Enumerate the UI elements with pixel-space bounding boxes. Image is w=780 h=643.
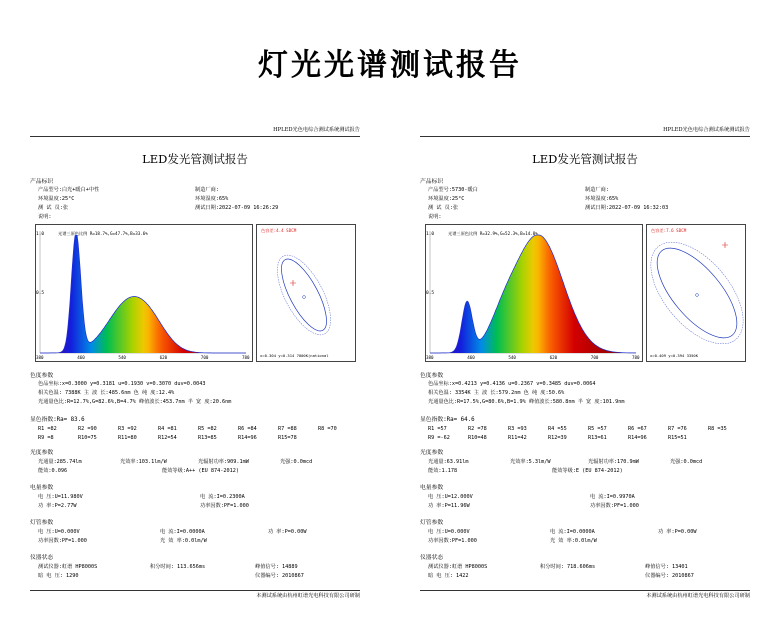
footer-divider bbox=[30, 590, 360, 591]
report-title: LED发光管测试报告 bbox=[142, 152, 248, 166]
rgb-ratio: 光谱三原色比例 R=18.7%,G=47.7%,B=33.6% bbox=[58, 231, 148, 236]
cri-value: R13=85 bbox=[198, 435, 217, 441]
energy-efficiency: 能效:1.178 bbox=[428, 468, 458, 474]
x-tick-label: 620 bbox=[549, 355, 558, 360]
cri-value: R8 =35 bbox=[708, 426, 727, 432]
cri-heading: 显色指数:Ra= 83.6 bbox=[30, 417, 85, 423]
product-heading: 产品标识 bbox=[420, 179, 444, 185]
cri-value: R11=80 bbox=[118, 435, 137, 441]
instrument-heading: 仪器状态 bbox=[30, 555, 54, 561]
x-tick-label: 540 bbox=[118, 355, 126, 360]
lamp-current: 电 流:I=0.0000A bbox=[160, 529, 205, 535]
intensity: 光强:0.0mcd bbox=[670, 459, 703, 465]
cri-value: R3 =93 bbox=[508, 426, 527, 432]
instrument: 测试仪器:虹谱 HP8000S bbox=[38, 564, 98, 570]
cri-value: R12=54 bbox=[158, 435, 177, 441]
cri-heading: 显色指数:Ra= 64.6 bbox=[420, 417, 475, 423]
cie-coords: x=0.409 y=0.394 3350K bbox=[650, 353, 699, 358]
chromaticity-line: 色品坐标:x=0.4213 y=0.4136 u=0.2367 v=0.3485 duv=0.0064 bbox=[428, 381, 596, 387]
cri-value: R15=51 bbox=[668, 435, 687, 441]
manufacturer: 制造厂商: bbox=[195, 187, 219, 193]
x-tick-label: 780 bbox=[632, 355, 640, 360]
luminous-flux: 光通量:63.91lm bbox=[428, 459, 469, 465]
ambient-temp: 环境温度:25°C bbox=[428, 196, 465, 202]
center-point bbox=[696, 294, 699, 297]
cri-value: R15=78 bbox=[278, 435, 297, 441]
sdcm-label: 色容差:7.6 SDCM bbox=[651, 228, 687, 233]
cri-value: R7 =88 bbox=[278, 426, 297, 432]
y-tick-mid: 0.5 bbox=[426, 291, 435, 296]
x-tick-label: 780 bbox=[242, 355, 250, 360]
cri-value: R3 =92 bbox=[118, 426, 137, 432]
power-factor: 功率因数:PF=1.000 bbox=[200, 503, 249, 509]
x-tick-label: 620 bbox=[159, 355, 168, 360]
cie-svg bbox=[257, 225, 355, 361]
intensity: 光强:0.0mcd bbox=[280, 459, 313, 465]
cri-value: R11=42 bbox=[508, 435, 527, 441]
lamp-heading: 灯管参数 bbox=[30, 520, 54, 526]
y-tick-top: 1.0 bbox=[36, 232, 45, 237]
cri-value: R5 =57 bbox=[588, 426, 607, 432]
cri-value: R10=48 bbox=[468, 435, 487, 441]
cri-value: R1 =82 bbox=[38, 426, 57, 432]
radiant-power: 光辐射功率:170.9mW bbox=[588, 459, 639, 465]
rgb-ratio: 光谱三原色比例 R=32.9%,G=52.3%,B=14.8% bbox=[448, 231, 538, 236]
current: 电 流:I=0.2300A bbox=[200, 494, 245, 500]
cri-value: R1 =57 bbox=[428, 426, 447, 432]
peak-signal: 峰值信号: 14889 bbox=[255, 564, 298, 570]
current: 电 流:I=0.9970A bbox=[590, 494, 635, 500]
dark-voltage: 暗 电 压: 1422 bbox=[428, 573, 469, 579]
y-tick-mid: 0.5 bbox=[36, 291, 45, 296]
cri-value: R2 =78 bbox=[468, 426, 487, 432]
lamp-power: 功 率:P=0.00W bbox=[268, 529, 307, 535]
test-date: 测试日期:2022-07-09 16:32:03 bbox=[585, 205, 669, 211]
header-divider bbox=[420, 136, 750, 137]
lamp-pf: 功率因数:PF=1.000 bbox=[428, 538, 477, 544]
measured-point-marker bbox=[722, 242, 728, 248]
color-params-heading: 色度参数 bbox=[420, 373, 444, 379]
cct-line: 相关色温: 7388K 主 波 长:485.6nm 色 纯 度:12.4% bbox=[38, 390, 175, 396]
spectrum-chart bbox=[425, 224, 643, 362]
efficacy: 光效率:5.3lm/W bbox=[510, 459, 551, 465]
ratio-line: 光通量色比:R=17.5%,G=80.6%,B=1.9% 峰值波长:580.8nm 半 宽 度:101.9nm bbox=[428, 399, 625, 405]
test-report-left bbox=[30, 128, 360, 606]
integration-time: 积分时间: 113.656ms bbox=[150, 564, 206, 570]
spectrum-svg bbox=[426, 225, 642, 361]
ratio-line: 光通量色比:R=12.7%,G=82.6%,B=4.7% 峰值波长:453.7nm 半 宽 度:20.6nm bbox=[38, 399, 232, 405]
test-report-right bbox=[420, 128, 750, 606]
manufacturer: 制造厂商: bbox=[585, 187, 609, 193]
instrument-number: 仪器编号: 2010867 bbox=[255, 573, 304, 579]
power: 功 率:P=11.96W bbox=[428, 503, 470, 509]
report-title: LED发光管测试报告 bbox=[532, 152, 638, 166]
efficiency-class: 能效等级:A++ (EU 874-2012) bbox=[162, 468, 239, 474]
cri-value: R13=61 bbox=[588, 435, 607, 441]
tester: 测 试 员:张 bbox=[428, 205, 459, 211]
lamp-voltage: 电 压:U=0.000V bbox=[38, 529, 80, 535]
ambient-temp: 环境温度:25°C bbox=[38, 196, 75, 202]
report-header: HPLED光色电综合测试系统测试报告 bbox=[663, 127, 750, 133]
photo-heading: 光度参数 bbox=[420, 450, 444, 456]
cri-value: R6 =67 bbox=[628, 426, 647, 432]
cct-line: 相关色温: 3354K 主 波 长:579.2nm 色 纯 度:50.6% bbox=[428, 390, 565, 396]
product-heading: 产品标识 bbox=[30, 179, 54, 185]
x-tick-label: 700 bbox=[590, 355, 599, 360]
peak-signal: 峰值信号: 13401 bbox=[645, 564, 688, 570]
tolerance-ellipse bbox=[267, 247, 342, 342]
lamp-power: 功 率:P=0.00W bbox=[658, 529, 697, 535]
lamp-efficacy: 光 效 率:0.0lm/W bbox=[160, 538, 207, 544]
lamp-current: 电 流:I=0.0000A bbox=[550, 529, 595, 535]
cri-value: R14=96 bbox=[628, 435, 647, 441]
cri-value: R2 =90 bbox=[78, 426, 97, 432]
lamp-heading: 灯管参数 bbox=[420, 520, 444, 526]
efficacy: 光效率:103.1lm/W bbox=[120, 459, 167, 465]
cri-value: R9 =8 bbox=[38, 435, 54, 441]
lamp-efficacy: 光 效 率:0.0lm/W bbox=[550, 538, 597, 544]
report-footer: 本测试系统由杭州虹谱光电科技有限公司研制 bbox=[646, 593, 750, 599]
y-tick-top: 1.0 bbox=[426, 232, 435, 237]
note: 说明: bbox=[428, 214, 442, 220]
note: 说明: bbox=[38, 214, 52, 220]
x-tick-label: 540 bbox=[508, 355, 516, 360]
page-title: 灯光光谱测试报告 bbox=[258, 48, 522, 83]
tolerance-ellipse bbox=[273, 253, 335, 337]
x-tick-label: 380 bbox=[36, 355, 44, 360]
cri-value: R6 =84 bbox=[238, 426, 257, 432]
cri-value: R4 =81 bbox=[158, 426, 177, 432]
lamp-voltage: 电 压:U=0.000V bbox=[428, 529, 470, 535]
cie-coords: x=0.304 y=0.314 7000K(national bbox=[260, 353, 329, 358]
instrument-number: 仪器编号: 2010867 bbox=[645, 573, 694, 579]
cri-value: R4 =55 bbox=[548, 426, 567, 432]
cie-chart bbox=[256, 224, 356, 362]
x-tick-label: 700 bbox=[200, 355, 209, 360]
radiant-power: 光辐射功率:909.1mW bbox=[198, 459, 249, 465]
instrument: 测试仪器:虹谱 HP8000S bbox=[428, 564, 488, 570]
energy-efficiency: 能效:0.096 bbox=[38, 468, 68, 474]
voltage: 电 压:U=12.000V bbox=[428, 494, 473, 500]
product-model: 产品型号:5730-暖白 bbox=[428, 187, 478, 193]
cri-value: R7 =76 bbox=[668, 426, 687, 432]
report-footer: 本测试系统由杭州虹谱光电科技有限公司研制 bbox=[256, 593, 360, 599]
efficiency-class: 能效等级:E (EU 874-2012) bbox=[552, 468, 623, 474]
integration-time: 积分时间: 718.606ms bbox=[540, 564, 596, 570]
lamp-pf: 功率因数:PF=1.000 bbox=[38, 538, 87, 544]
x-tick-label: 460 bbox=[467, 355, 475, 360]
test-date: 测试日期:2022-07-09 16:26:29 bbox=[195, 205, 279, 211]
header-divider bbox=[30, 136, 360, 137]
chromaticity-line: 色品坐标:x=0.3000 y=0.3181 u=0.1930 v=0.3070 duv=0.0043 bbox=[38, 381, 206, 387]
cri-value: R9 =-62 bbox=[428, 435, 450, 441]
report-header: HPLED光色电综合测试系统测试报告 bbox=[273, 127, 360, 133]
ambient-humidity: 环境湿度:65% bbox=[585, 196, 619, 202]
ambient-humidity: 环境湿度:65% bbox=[195, 196, 229, 202]
measured-point-marker bbox=[290, 280, 296, 286]
elec-heading: 电量参数 bbox=[420, 485, 444, 491]
cri-value: R12=39 bbox=[548, 435, 567, 441]
center-point bbox=[303, 296, 306, 299]
cri-value: R10=75 bbox=[78, 435, 97, 441]
instrument-heading: 仪器状态 bbox=[420, 555, 444, 561]
power-factor: 功率因数:PF=1.000 bbox=[590, 503, 639, 509]
cie-svg bbox=[647, 225, 745, 361]
cri-value: R14=96 bbox=[238, 435, 257, 441]
x-tick-label: 380 bbox=[426, 355, 434, 360]
tester: 测 试 员:张 bbox=[38, 205, 69, 211]
dark-voltage: 暗 电 压: 1290 bbox=[38, 573, 79, 579]
x-tick-label: 460 bbox=[77, 355, 85, 360]
tolerance-ellipse bbox=[647, 235, 745, 350]
sdcm-label: 色容差:4.4 SDCM bbox=[261, 228, 297, 233]
spectrum-chart bbox=[35, 224, 253, 362]
color-params-heading: 色度参数 bbox=[30, 373, 54, 379]
footer-divider bbox=[420, 590, 750, 591]
tolerance-ellipse bbox=[647, 226, 745, 360]
cri-value: R8 =70 bbox=[318, 426, 337, 432]
cri-value: R5 =82 bbox=[198, 426, 217, 432]
elec-heading: 电量参数 bbox=[30, 485, 54, 491]
photo-heading: 光度参数 bbox=[30, 450, 54, 456]
product-model: 产品型号:白光+暖白+中性 bbox=[38, 187, 100, 193]
spectrum-svg bbox=[36, 225, 252, 361]
power: 功 率:P=2.77W bbox=[38, 503, 77, 509]
voltage: 电 压:U=11.980V bbox=[38, 494, 83, 500]
luminous-flux: 光通量:285.74lm bbox=[38, 459, 82, 465]
cie-chart bbox=[646, 224, 746, 362]
